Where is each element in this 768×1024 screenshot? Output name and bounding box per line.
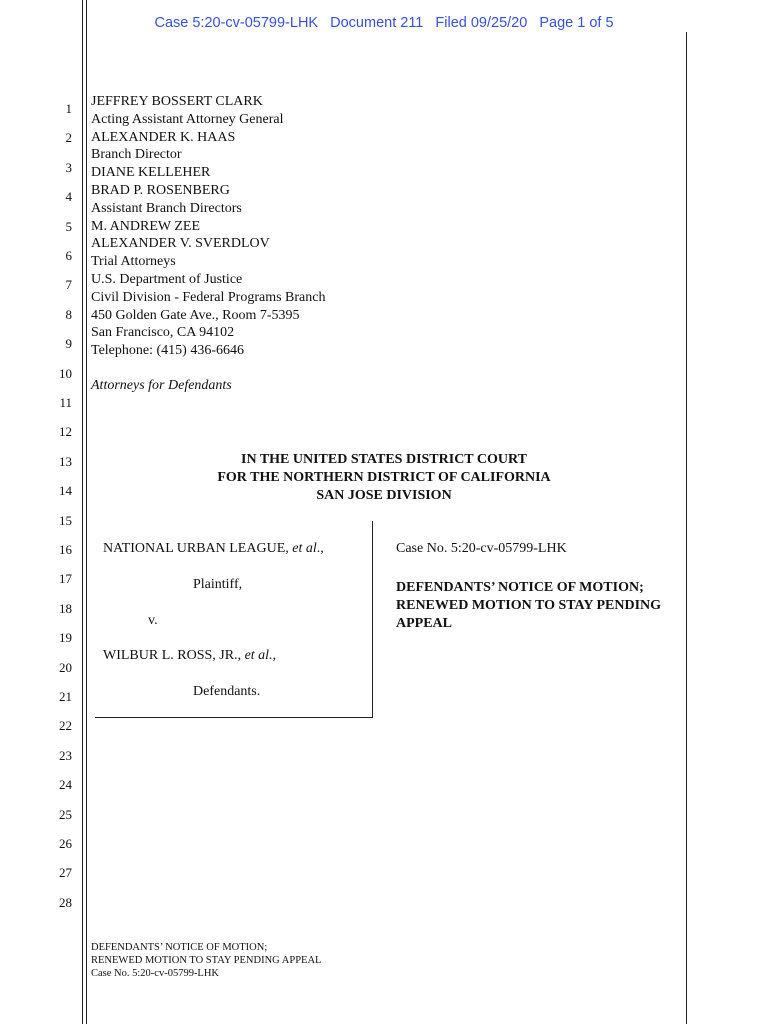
document-title-line-1: DEFENDANTS’ NOTICE OF MOTION; — [396, 580, 644, 595]
document-title — [396, 579, 661, 633]
attorney-block-line: ALEXANDER V. SVERDLOV — [91, 236, 270, 252]
left-margin-rule-inner — [86, 0, 87, 1024]
line-number: 17 — [59, 571, 72, 587]
plaintiff-name-suffix: ., — [316, 541, 324, 556]
line-number: 1 — [65, 101, 72, 116]
attorney-block-line: 450 Golden Gate Ave., Room 7-5395 — [91, 307, 300, 323]
document-title-line-3: APPEAL — [396, 616, 452, 631]
right-margin-rule — [686, 32, 687, 1024]
defendant-name-suffix: , — [272, 648, 277, 663]
page-footer — [91, 941, 321, 980]
line-number: 20 — [59, 659, 72, 675]
defendant-etal: et al. — [244, 648, 273, 663]
ecf-document-number: Document 211 — [330, 15, 424, 31]
caption-divider-horizontal — [95, 717, 373, 718]
court-heading-line-3: SAN JOSE DIVISION — [316, 488, 452, 503]
left-margin-rule-outer — [82, 0, 83, 1024]
line-number: 2 — [65, 130, 72, 146]
case-number: Case No. 5:20-cv-05799-LHK — [396, 541, 567, 556]
defendant-name — [103, 648, 276, 664]
line-number: 25 — [59, 806, 72, 822]
line-number: 23 — [59, 747, 72, 763]
line-number: 15 — [59, 512, 72, 528]
document-title-line-2: RENEWED MOTION TO STAY PENDING — [396, 598, 662, 613]
court-heading-line-2: FOR THE NORTHERN DISTRICT OF CALIFORNIA — [217, 470, 551, 485]
ecf-page-count: Page 1 of 5 — [539, 15, 614, 31]
line-number: 6 — [65, 248, 72, 263]
line-number: 27 — [59, 865, 72, 881]
line-number: 24 — [59, 777, 72, 793]
defendant-role: Defendants. — [193, 684, 261, 699]
line-number: 11 — [59, 395, 72, 410]
line-number: 5 — [65, 218, 72, 234]
attorney-block-line: M. ANDREW ZEE — [91, 218, 201, 234]
attorney-block-line: JEFFREY BOSSERT CLARK — [91, 94, 263, 109]
attorney-block-line: San Francisco, CA 94102 — [91, 325, 235, 341]
attorney-block-line: ALEXANDER K. HAAS — [91, 129, 236, 145]
ecf-case-number: Case 5:20-cv-05799-LHK — [154, 15, 319, 31]
footer-line-3: Case No. 5:20-cv-05799-LHK — [91, 968, 220, 979]
attorney-block-line: DIANE KELLEHER — [91, 165, 211, 181]
line-number: 18 — [59, 600, 72, 616]
versus: v. — [148, 613, 158, 628]
attorneys-for-defendants: Attorneys for Defendants — [91, 378, 232, 393]
line-number: 8 — [65, 306, 72, 322]
plaintiff-etal: et al — [292, 541, 317, 556]
footer-line-2: RENEWED MOTION TO STAY PENDING APPEAL — [91, 955, 322, 966]
defendant-name-text: WILBUR L. ROSS, JR., — [103, 648, 245, 663]
plaintiff-name — [103, 541, 324, 557]
line-number: 4 — [65, 189, 72, 205]
line-number: 9 — [65, 336, 72, 352]
attorney-block-line: Civil Division - Federal Programs Branch — [91, 289, 326, 305]
line-number: 16 — [59, 542, 72, 557]
attorney-block-line: Telephone: (415) 436-6646 — [91, 343, 244, 359]
line-number: 3 — [65, 159, 72, 175]
attorney-block-line: U.S. Department of Justice — [91, 271, 243, 287]
line-number: 13 — [59, 453, 72, 469]
line-number: 14 — [59, 483, 72, 499]
attorney-block-line: Acting Assistant Attorney General — [91, 111, 284, 127]
line-number: 22 — [59, 718, 72, 734]
attorney-block-line: BRAD P. ROSENBERG — [91, 182, 230, 198]
line-number: 19 — [59, 630, 72, 646]
court-heading-line-1: IN THE UNITED STATES DISTRICT COURT — [241, 452, 527, 467]
line-number: 21 — [59, 689, 72, 704]
attorney-block — [91, 93, 325, 360]
line-number: 26 — [59, 836, 72, 851]
plaintiff-name-text: NATIONAL URBAN LEAGUE, — [103, 541, 293, 556]
ecf-filed-date: Filed 09/25/20 — [435, 15, 528, 31]
line-number: 12 — [59, 424, 72, 440]
ecf-filing-header — [0, 15, 768, 31]
attorney-block-line: Assistant Branch Directors — [91, 200, 242, 216]
caption-divider-vertical — [372, 521, 373, 718]
line-number: 28 — [59, 894, 72, 910]
attorney-block-line: Branch Director — [91, 147, 182, 163]
plaintiff-role: Plaintiff, — [193, 577, 243, 592]
attorney-block-line: Trial Attorneys — [91, 254, 176, 270]
line-number: 7 — [65, 277, 72, 293]
footer-line-1: DEFENDANTS’ NOTICE OF MOTION; — [91, 942, 268, 953]
line-number: 10 — [59, 365, 72, 381]
court-heading — [90, 451, 678, 505]
